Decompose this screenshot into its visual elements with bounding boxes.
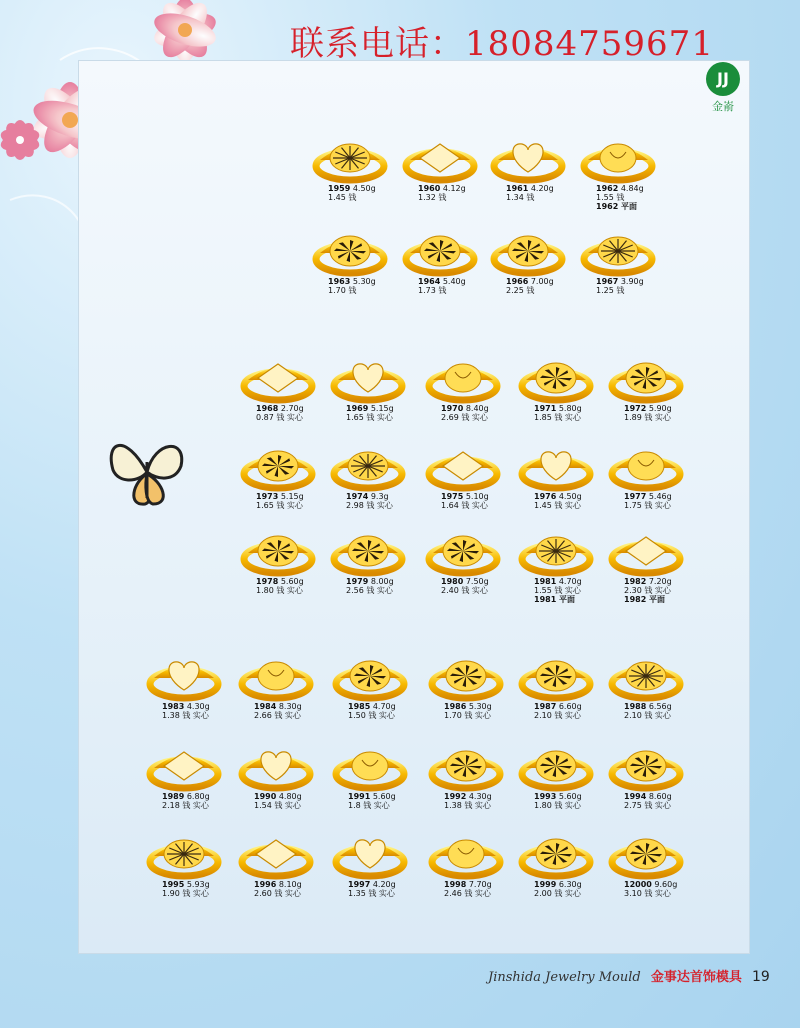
- ring-weight: 5.90g: [648, 404, 672, 413]
- logo-mark: JJ: [706, 62, 740, 96]
- ring-weight: 4.30g: [468, 792, 492, 801]
- ring-weight: 4.80g: [278, 792, 302, 801]
- butterfly-icon: [105, 432, 189, 512]
- ring-model-number: 1960: [418, 184, 441, 193]
- ring-item: [146, 650, 222, 720]
- ring-item: [240, 440, 316, 510]
- ring-item: [608, 828, 684, 898]
- ring-weight: 7.20g: [648, 577, 672, 586]
- gold-ring-icon: [428, 650, 504, 702]
- ring-qian: 1.45 钱: [328, 193, 357, 202]
- ring-weight: 8.60g: [648, 792, 672, 801]
- ring-weight: 9.60g: [654, 880, 678, 889]
- ring-model-number: 1981: [534, 577, 557, 586]
- ring-qian: 2.75 钱 实心: [624, 801, 671, 810]
- ring-weight: 5.60g: [372, 792, 396, 801]
- ring-weight: 5.30g: [468, 702, 492, 711]
- gold-ring-icon: [312, 132, 388, 184]
- ring-qian: 1.25 钱: [596, 286, 625, 295]
- ring-model-number: 1972: [624, 404, 647, 413]
- ring-weight: 5.80g: [558, 404, 582, 413]
- ring-item: [428, 650, 504, 720]
- gold-ring-icon: [332, 828, 408, 880]
- ring-model-number: 1963: [328, 277, 351, 286]
- ring-item: [425, 525, 501, 595]
- ring-qian: 1.35 钱 实心: [348, 889, 395, 898]
- ring-model-number: 1970: [441, 404, 464, 413]
- ring-weight: 4.50g: [558, 492, 582, 501]
- gold-ring-icon: [425, 525, 501, 577]
- ring-qian: 1.45 钱 实心: [534, 501, 581, 510]
- ring-model-number: 1974: [346, 492, 369, 501]
- ring-model-number: 1999: [534, 880, 557, 889]
- ring-model-number: 1986: [444, 702, 467, 711]
- ring-model-number: 1962: [596, 184, 619, 193]
- ring-model-number: 1990: [254, 792, 277, 801]
- gold-ring-icon: [608, 440, 684, 492]
- ring-qian: 1.65 钱 实心: [346, 413, 393, 422]
- ring-qian: 3.10 钱 实心: [624, 889, 671, 898]
- ring-qian: 2.98 钱 实心: [346, 501, 393, 510]
- ring-model-number: 1991: [348, 792, 371, 801]
- ring-model-number: 1984: [254, 702, 277, 711]
- ring-qian: 2.46 钱 实心: [444, 889, 491, 898]
- ring-item: [238, 740, 314, 810]
- gold-ring-icon: [240, 440, 316, 492]
- ring-weight: 5.30g: [352, 277, 376, 286]
- page-number: 19: [752, 969, 770, 985]
- gold-ring-icon: [518, 740, 594, 792]
- ring-qian: 2.60 钱 实心: [254, 889, 301, 898]
- ring-qian: 1.55 钱 实心: [534, 586, 581, 595]
- ring-qian: 2.56 钱 实心: [346, 586, 393, 595]
- ring-weight: 3.90g: [620, 277, 644, 286]
- footer-brand-english: Jinshida Jewelry Mould: [488, 970, 641, 985]
- ring-weight: 5.15g: [370, 404, 394, 413]
- ring-item: [428, 740, 504, 810]
- ring-item: [518, 525, 594, 604]
- ring-model-number: 1995: [162, 880, 185, 889]
- ring-item: [240, 525, 316, 595]
- ring-model-number: 1988: [624, 702, 647, 711]
- footer: [488, 966, 770, 985]
- gold-ring-icon: [490, 132, 566, 184]
- gold-ring-icon: [518, 828, 594, 880]
- ring-item: [402, 132, 478, 202]
- ring-weight: 7.70g: [468, 880, 492, 889]
- gold-ring-icon: [332, 650, 408, 702]
- ring-weight: 9.3g: [370, 492, 389, 501]
- gold-ring-icon: [518, 650, 594, 702]
- ring-qian: 2.00 钱 实心: [534, 889, 581, 898]
- ring-item: [490, 132, 566, 202]
- ring-weight: 6.80g: [186, 792, 210, 801]
- ring-weight: 4.70g: [372, 702, 396, 711]
- ring-weight: 5.60g: [558, 792, 582, 801]
- ring-qian: 1.70 钱 实心: [444, 711, 491, 720]
- ring-weight: 7.50g: [465, 577, 489, 586]
- ring-variant: 1982 平面: [624, 595, 666, 604]
- ring-qian: 1.38 钱 实心: [444, 801, 491, 810]
- ring-item: [238, 650, 314, 720]
- ring-model-number: 1998: [444, 880, 467, 889]
- ring-weight: 5.15g: [280, 492, 304, 501]
- gold-ring-icon: [580, 225, 656, 277]
- gold-ring-icon: [330, 440, 406, 492]
- ring-qian: 1.34 钱: [506, 193, 535, 202]
- ring-item: [146, 828, 222, 898]
- gold-ring-icon: [518, 525, 594, 577]
- gold-ring-icon: [332, 740, 408, 792]
- brand-logo: [700, 62, 746, 118]
- ring-variant: 1962 平面: [596, 202, 638, 211]
- ring-item: [580, 225, 656, 295]
- gold-ring-icon: [425, 440, 501, 492]
- ring-qian: 1.73 钱: [418, 286, 447, 295]
- ring-item: [312, 225, 388, 295]
- ring-weight: 5.40g: [442, 277, 466, 286]
- ring-model-number: 1987: [534, 702, 557, 711]
- ring-weight: 6.60g: [558, 702, 582, 711]
- logo-name: 金嵛: [712, 100, 734, 113]
- gold-ring-icon: [608, 525, 684, 577]
- ring-model-number: 1961: [506, 184, 529, 193]
- ring-weight: 4.50g: [352, 184, 376, 193]
- ring-model-number: 1967: [596, 277, 619, 286]
- gold-ring-icon: [146, 650, 222, 702]
- gold-ring-icon: [428, 828, 504, 880]
- ring-qian: 2.18 钱 实心: [162, 801, 209, 810]
- ring-model-number: 1980: [441, 577, 464, 586]
- ring-weight: 2.70g: [280, 404, 304, 413]
- ring-qian: 1.65 钱 实心: [256, 501, 303, 510]
- ring-model-number: 1982: [624, 577, 647, 586]
- ring-variant: 1981 平面: [534, 595, 576, 604]
- gold-ring-icon: [312, 225, 388, 277]
- ring-model-number: 1977: [624, 492, 647, 501]
- ring-weight: 4.30g: [186, 702, 210, 711]
- ring-weight: 4.20g: [530, 184, 554, 193]
- gold-ring-icon: [238, 740, 314, 792]
- ring-weight: 5.46g: [648, 492, 672, 501]
- ring-weight: 5.93g: [186, 880, 210, 889]
- gold-ring-icon: [608, 740, 684, 792]
- ring-model-number: 1976: [534, 492, 557, 501]
- ring-weight: 8.30g: [278, 702, 302, 711]
- ring-item: [330, 352, 406, 422]
- ring-item: [330, 440, 406, 510]
- gold-ring-icon: [518, 352, 594, 404]
- ring-model-number: 1992: [444, 792, 467, 801]
- ring-item: [425, 440, 501, 510]
- ring-model-number: 1983: [162, 702, 185, 711]
- ring-item: [608, 650, 684, 720]
- ring-weight: 8.10g: [278, 880, 302, 889]
- ring-item: [402, 225, 478, 295]
- ring-qian: 1.50 钱 实心: [348, 711, 395, 720]
- ring-qian: 2.10 钱 实心: [624, 711, 671, 720]
- ring-model-number: 1997: [348, 880, 371, 889]
- ring-item: [608, 525, 684, 604]
- ring-weight: 4.20g: [372, 880, 396, 889]
- ring-qian: 1.75 钱 实心: [624, 501, 671, 510]
- ring-model-number: 1969: [346, 404, 369, 413]
- ring-weight: 5.10g: [465, 492, 489, 501]
- ring-model-number: 1973: [256, 492, 279, 501]
- ring-weight: 8.00g: [370, 577, 394, 586]
- ring-item: [580, 132, 656, 211]
- ring-qian: 1.89 钱 实心: [624, 413, 671, 422]
- ring-qian: 0.87 钱 实心: [256, 413, 303, 422]
- ring-model-number: 1979: [346, 577, 369, 586]
- ring-model-number: 1966: [506, 277, 529, 286]
- ring-qian: 1.32 钱: [418, 193, 447, 202]
- ring-weight: 6.56g: [648, 702, 672, 711]
- gold-ring-icon: [330, 352, 406, 404]
- ring-qian: 1.38 钱 实心: [162, 711, 209, 720]
- ring-qian: 1.90 钱 实心: [162, 889, 209, 898]
- gold-ring-icon: [240, 352, 316, 404]
- ring-weight: 6.30g: [558, 880, 582, 889]
- ring-qian: 1.80 钱 实心: [256, 586, 303, 595]
- gold-ring-icon: [238, 650, 314, 702]
- ring-item: [332, 740, 408, 810]
- gold-ring-icon: [608, 352, 684, 404]
- ring-item: [425, 352, 501, 422]
- ring-qian: 1.55 钱: [596, 193, 625, 202]
- ring-weight: 7.00g: [530, 277, 554, 286]
- ring-item: [518, 352, 594, 422]
- ring-item: [332, 828, 408, 898]
- gold-ring-icon: [425, 352, 501, 404]
- ring-qian: 1.85 钱 实心: [534, 413, 581, 422]
- ring-item: [518, 740, 594, 810]
- ring-model-number: 1985: [348, 702, 371, 711]
- gold-ring-icon: [580, 132, 656, 184]
- ring-item: [518, 828, 594, 898]
- ring-weight: 4.12g: [442, 184, 466, 193]
- ring-model-number: 1989: [162, 792, 185, 801]
- ring-qian: 2.66 钱 实心: [254, 711, 301, 720]
- ring-qian: 1.8 钱 实心: [348, 801, 390, 810]
- ring-qian: 2.30 钱 实心: [624, 586, 671, 595]
- gold-ring-icon: [402, 225, 478, 277]
- ring-item: [608, 740, 684, 810]
- ring-qian: 1.64 钱 实心: [441, 501, 488, 510]
- ring-model-number: 1964: [418, 277, 441, 286]
- ring-item: [518, 440, 594, 510]
- ring-item: [608, 352, 684, 422]
- ring-item: [428, 828, 504, 898]
- gold-ring-icon: [608, 828, 684, 880]
- ring-item: [238, 828, 314, 898]
- ring-model-number: 1968: [256, 404, 279, 413]
- ring-qian: 2.10 钱 实心: [534, 711, 581, 720]
- ring-qian: 2.69 钱 实心: [441, 413, 488, 422]
- gold-ring-icon: [330, 525, 406, 577]
- ring-qian: 2.40 钱 实心: [441, 586, 488, 595]
- gold-ring-icon: [238, 828, 314, 880]
- gold-ring-icon: [402, 132, 478, 184]
- gold-ring-icon: [146, 740, 222, 792]
- ring-model-number: 1959: [328, 184, 351, 193]
- ring-qian: 1.70 钱: [328, 286, 357, 295]
- gold-ring-icon: [490, 225, 566, 277]
- ring-item: [490, 225, 566, 295]
- ring-qian: 2.25 钱: [506, 286, 535, 295]
- ring-item: [608, 440, 684, 510]
- ring-model-number: 1975: [441, 492, 464, 501]
- ring-model-number: 1971: [534, 404, 557, 413]
- ring-model-number: 1978: [256, 577, 279, 586]
- ring-item: [240, 352, 316, 422]
- gold-ring-icon: [608, 650, 684, 702]
- gold-ring-icon: [428, 740, 504, 792]
- gold-ring-icon: [240, 525, 316, 577]
- ring-model-number: 1996: [254, 880, 277, 889]
- ring-weight: 4.84g: [620, 184, 644, 193]
- ring-weight: 8.40g: [465, 404, 489, 413]
- ring-qian: 1.80 钱 实心: [534, 801, 581, 810]
- ring-item: [312, 132, 388, 202]
- gold-ring-icon: [146, 828, 222, 880]
- ring-item: [146, 740, 222, 810]
- ring-model-number: 1993: [534, 792, 557, 801]
- contact-phone: 联系电话：18084759671: [290, 24, 714, 64]
- ring-qian: 1.54 钱 实心: [254, 801, 301, 810]
- gold-ring-icon: [518, 440, 594, 492]
- footer-brand-chinese: 金事达首饰模具: [650, 970, 742, 985]
- ring-item: [330, 525, 406, 595]
- ring-model-number: 1994: [624, 792, 647, 801]
- ring-item: [332, 650, 408, 720]
- ring-weight: 5.60g: [280, 577, 304, 586]
- ring-model-number: 12000: [624, 880, 652, 889]
- ring-item: [518, 650, 594, 720]
- ring-weight: 4.70g: [558, 577, 582, 586]
